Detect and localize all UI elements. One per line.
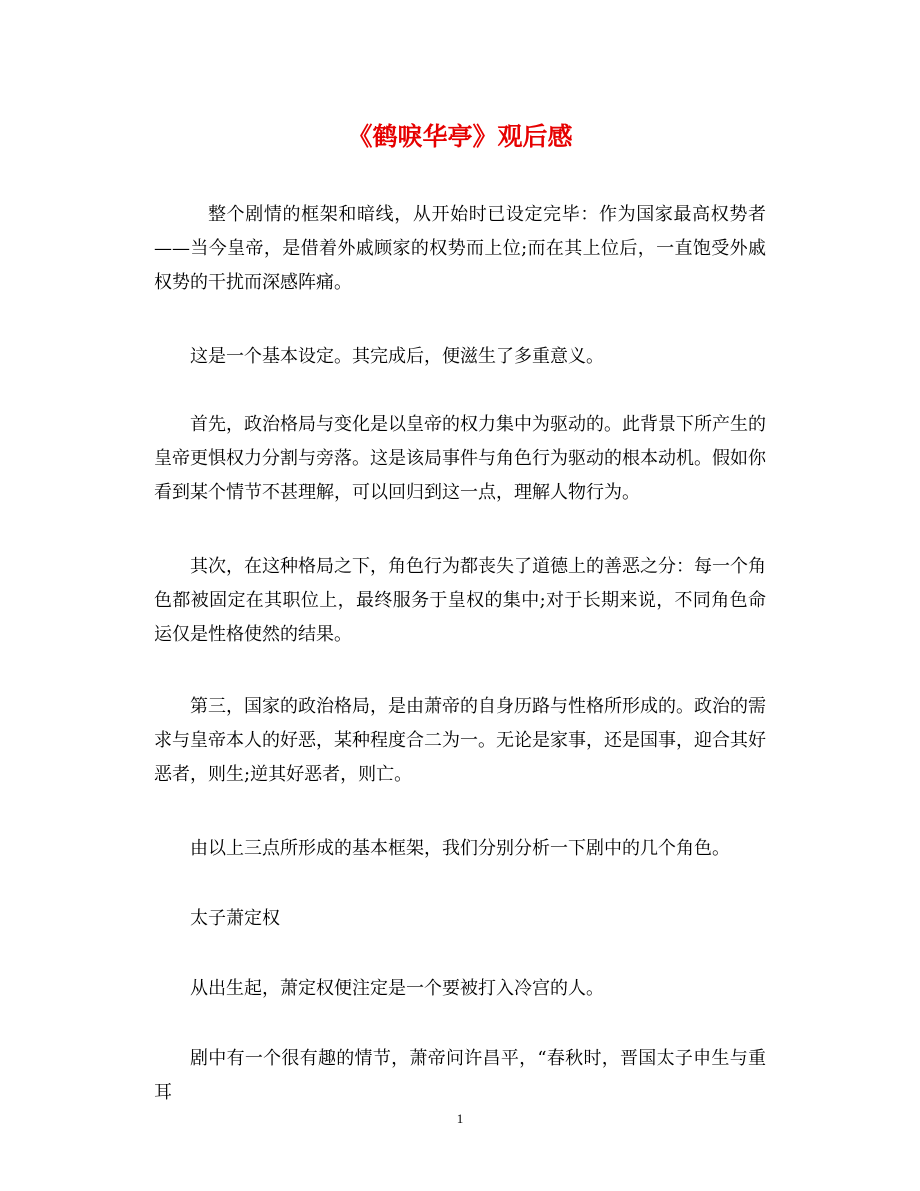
paragraph-3: 首先，政治格局与变化是以皇帝的权力集中为驱动的。此背景下所产生的皇帝更惧权力分割与旁落。这是该局事件与角色行为驱动的根本动机。假如你看到某个情节不甚理解，可以回归到这一点，理解人物行为。	[154, 414, 766, 503]
paragraph-8: 剧中有一个很有趣的情节，萧帝问许昌平，“春秋时，晋国太子申生与重耳	[154, 1048, 766, 1103]
paragraph-6: 由以上三点所形成的基本框架，我们分别分析一下剧中的几个角色。	[190, 838, 730, 859]
section-heading: 太子萧定权	[190, 908, 280, 929]
page-number: 1	[456, 1111, 464, 1126]
paragraph-5: 第三，国家的政治格局，是由萧帝的自身历路与性格所形成的。政治的需求与皇帝本人的好恶，某种程度合二为一。无论是家事，还是国事，迎合其好恶者，则生;逆其好恶者，则亡。	[154, 696, 766, 785]
page-title: 《鹤唳华亭》观后感	[347, 122, 573, 151]
paragraph-2: 这是一个基本设定。其完成后，便滋生了多重意义。	[190, 346, 604, 367]
paragraph-4: 其次，在这种格局之下，角色行为都丧失了道德上的善恶之分：每一个角色都被固定在其职位上，最终服务于皇权的集中;对于长期来说，不同角色命运仅是性格使然的结果。	[154, 556, 766, 645]
paragraph-1: 整个剧情的框架和暗线，从开始时已设定完毕：作为国家最高权势者——当今皇帝，是借着外戚顾家的权势而上位;而在其上位后，一直饱受外戚权势的干扰而深感阵痛。	[154, 204, 766, 293]
paragraph-7: 从出生起，萧定权便注定是一个要被打入冷宫的人。	[190, 978, 604, 999]
